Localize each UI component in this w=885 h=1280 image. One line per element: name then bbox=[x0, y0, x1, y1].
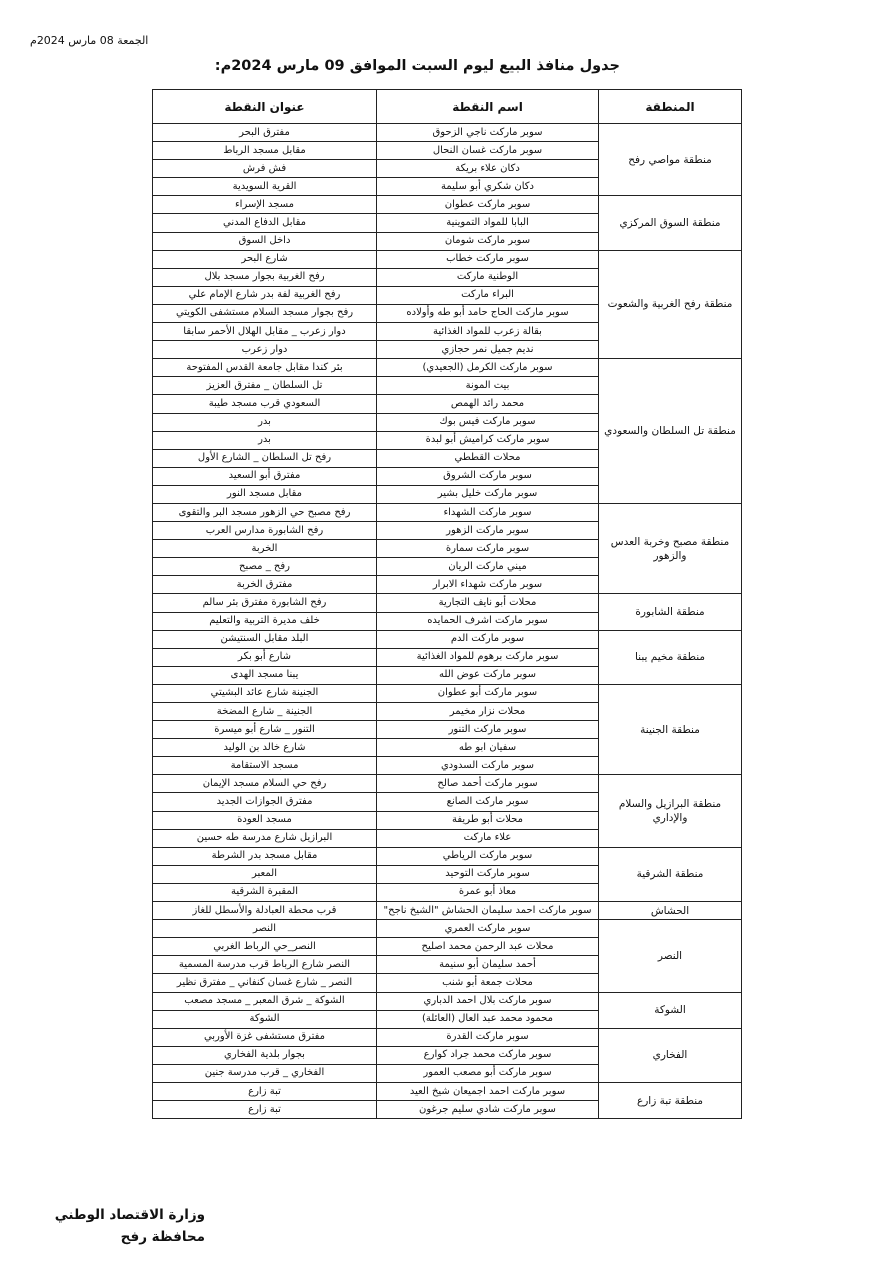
point-address-cell: التنور _ شارع أبو ميسرة bbox=[153, 721, 377, 739]
region-cell: الشوكة bbox=[599, 992, 742, 1028]
table-row bbox=[153, 594, 742, 612]
point-name-cell: أحمد سليمان أبو سنيمة bbox=[377, 956, 599, 974]
point-name-cell: سوبر ماركت شهداء الابرار bbox=[377, 576, 599, 594]
point-address-cell: خلف مديرة التربية والتعليم bbox=[153, 612, 377, 630]
point-address-cell: مفترق أبو السعيد bbox=[153, 467, 377, 485]
point-address-cell: رفح مصبح حي الزهور مسجد البر والتقوى bbox=[153, 503, 377, 521]
point-address-cell: يبنا مسجد الهدى bbox=[153, 666, 377, 684]
point-address-cell: الفخاري _ قرب مدرسة جنين bbox=[153, 1064, 377, 1082]
point-address-cell: مقابل مسجد النور bbox=[153, 485, 377, 503]
point-address-cell: رفح الغربية بجوار مسجد بلال bbox=[153, 268, 377, 286]
point-name-cell: سوبر ماركت احمد اجميعان شيخ العيد bbox=[377, 1082, 599, 1100]
point-name-cell: سوبر ماركت عوض الله bbox=[377, 666, 599, 684]
point-name-cell: بيت المونة bbox=[377, 377, 599, 395]
point-address-cell: دوار زعرب bbox=[153, 341, 377, 359]
point-address-cell: مقابل الدفاع المدني bbox=[153, 214, 377, 232]
point-name-cell: سوبر ماركت التوحيد bbox=[377, 865, 599, 883]
table-row bbox=[153, 902, 742, 920]
region-cell: منطقة مواصي رفح bbox=[599, 124, 742, 196]
table-row bbox=[153, 630, 742, 648]
table-row bbox=[153, 196, 742, 214]
point-address-cell: دوار زعرب _ مقابل الهلال الأحمر سابقا bbox=[153, 323, 377, 341]
point-address-cell: رفح بجوار مسجد السلام مستشفى الكويتي bbox=[153, 304, 377, 322]
region-cell: منطقة تبة زارع bbox=[599, 1082, 742, 1118]
point-name-cell: الوطنية ماركت bbox=[377, 268, 599, 286]
point-name-cell: سوبر ماركت العمري bbox=[377, 920, 599, 938]
page-title: جدول منافذ البيع ليوم السبت الموافق 09 مارس 2024م: bbox=[214, 58, 620, 74]
point-name-cell: سوبر ماركت القدرة bbox=[377, 1028, 599, 1046]
table-row bbox=[153, 359, 742, 377]
point-address-cell: القرية السويدية bbox=[153, 178, 377, 196]
region-cell: منطقة تل السلطان والسعودي bbox=[599, 359, 742, 504]
point-address-cell: الخربة bbox=[153, 540, 377, 558]
point-address-cell: بدر bbox=[153, 413, 377, 431]
point-address-cell: مسجد الإسراء bbox=[153, 196, 377, 214]
point-name-cell: محلات القططي bbox=[377, 449, 599, 467]
point-address-cell: تبة زارع bbox=[153, 1101, 377, 1119]
point-name-cell: سوبر ماركت الحاج حامد أبو طه وأولاده bbox=[377, 304, 599, 322]
point-address-cell: شارع أبو بكر bbox=[153, 648, 377, 666]
point-name-cell: علاء ماركت bbox=[377, 829, 599, 847]
point-address-cell: داخل السوق bbox=[153, 232, 377, 250]
table-row bbox=[153, 124, 742, 142]
point-address-cell: رفح الشابورة مدارس العرب bbox=[153, 522, 377, 540]
point-address-cell: رفح الغربية لفة بدر شارع الإمام علي bbox=[153, 286, 377, 304]
table-header-row bbox=[153, 90, 742, 124]
point-address-cell: شارع البحر bbox=[153, 250, 377, 268]
point-address-cell: تبة زارع bbox=[153, 1082, 377, 1100]
point-name-cell: سوبر ماركت سمارة bbox=[377, 540, 599, 558]
point-name-cell: محلات أبو طريفة bbox=[377, 811, 599, 829]
point-address-cell: البلد مقابل السنتيشن bbox=[153, 630, 377, 648]
table-row bbox=[153, 503, 742, 521]
table-row bbox=[153, 775, 742, 793]
point-address-cell: مقابل مسجد بدر الشرطة bbox=[153, 847, 377, 865]
point-name-cell: سوبر ماركت شومان bbox=[377, 232, 599, 250]
region-cell: منطقة السوق المركزي bbox=[599, 196, 742, 250]
point-address-cell: قرب محطة العبادلة والأسطل للغاز bbox=[153, 902, 377, 920]
point-name-cell: سوبر ماركت كراميش أبو لبدة bbox=[377, 431, 599, 449]
point-name-cell: سوبر ماركت الشروق bbox=[377, 467, 599, 485]
point-name-cell: بقالة زعرب للمواد الغذائية bbox=[377, 323, 599, 341]
point-address-cell: فش فرش bbox=[153, 160, 377, 178]
point-address-cell: تل السلطان _ مفترق العزيز bbox=[153, 377, 377, 395]
region-cell: منطقة الشرقية bbox=[599, 847, 742, 901]
region-cell: الفخاري bbox=[599, 1028, 742, 1082]
point-name-cell: سوبر ماركت احمد سليمان الحشاش "الشيخ ناجح" bbox=[377, 902, 599, 920]
point-address-cell: النصر _ شارع غسان كنفاني _ مفترق نظير bbox=[153, 974, 377, 992]
point-name-cell: سوبر ماركت برهوم للمواد الغذائية bbox=[377, 648, 599, 666]
point-name-cell: سوبر ماركت الدم bbox=[377, 630, 599, 648]
point-address-cell: الشوكة _ شرق المعبر _ مسجد مصعب bbox=[153, 992, 377, 1010]
point-name-cell: سوبر ماركت خطاب bbox=[377, 250, 599, 268]
table-row bbox=[153, 1028, 742, 1046]
table-row bbox=[153, 992, 742, 1010]
point-name-cell: سوبر ماركت خليل بشير bbox=[377, 485, 599, 503]
point-name-cell: دكان علاء بريكة bbox=[377, 160, 599, 178]
header-address: عنوان النقطة bbox=[153, 90, 377, 124]
point-address-cell: رفح الشابورة مفترق بئر سالم bbox=[153, 594, 377, 612]
point-name-cell: سوبر ماركت الكرمل (الجعيدي) bbox=[377, 359, 599, 377]
region-cell: النصر bbox=[599, 920, 742, 992]
point-address-cell: رفح تل السلطان _ الشارع الأول bbox=[153, 449, 377, 467]
point-name-cell: سوبر ماركت عطوان bbox=[377, 196, 599, 214]
governorate-name: محافظة رفح bbox=[120, 1229, 205, 1245]
header-name: اسم النقطة bbox=[377, 90, 599, 124]
point-name-cell: محلات عبد الرحمن محمد اصليح bbox=[377, 938, 599, 956]
region-cell: منطقة البرازيل والسلام والإداري bbox=[599, 775, 742, 847]
point-name-cell: سفيان ابو طه bbox=[377, 739, 599, 757]
point-name-cell: دكان شكري أبو سليمة bbox=[377, 178, 599, 196]
point-address-cell: مفترق البحر bbox=[153, 124, 377, 142]
point-address-cell: المقبرة الشرقية bbox=[153, 883, 377, 901]
point-name-cell: سوبر ماركت فيس بوك bbox=[377, 413, 599, 431]
table-row bbox=[153, 250, 742, 268]
point-name-cell: سوبر ماركت الرياطي bbox=[377, 847, 599, 865]
point-address-cell: مقابل مسجد الرباط bbox=[153, 142, 377, 160]
point-name-cell: محمد رائد الهمص bbox=[377, 395, 599, 413]
point-address-cell: مفترق الجوازات الجديد bbox=[153, 793, 377, 811]
region-cell: منطقة رفح الغربية والشعوت bbox=[599, 250, 742, 359]
point-name-cell: سوبر ماركت محمد جراد كوارع bbox=[377, 1046, 599, 1064]
point-name-cell: سوبر ماركت السدودي bbox=[377, 757, 599, 775]
point-address-cell: النصر bbox=[153, 920, 377, 938]
point-address-cell: رفح _ مصبح bbox=[153, 558, 377, 576]
point-address-cell: بئر كندا مقابل جامعة القدس المفتوحة bbox=[153, 359, 377, 377]
point-address-cell: مفترق مستشفى غزة الأوربي bbox=[153, 1028, 377, 1046]
point-address-cell: شارع خالد بن الوليد bbox=[153, 739, 377, 757]
point-address-cell: البرازيل شارع مدرسة طه حسين bbox=[153, 829, 377, 847]
point-address-cell: الجنينة _ شارع المضخة bbox=[153, 703, 377, 721]
point-address-cell: النصر_حي الرباط الغربي bbox=[153, 938, 377, 956]
point-name-cell: سوبر ماركت أبو مصعب العمور bbox=[377, 1064, 599, 1082]
sales-points-table bbox=[152, 89, 742, 1119]
point-name-cell: سوبر ماركت الشهداء bbox=[377, 503, 599, 521]
point-address-cell: بدر bbox=[153, 431, 377, 449]
date-line: الجمعة 08 مارس 2024م bbox=[30, 34, 149, 47]
point-name-cell: سوبر ماركت أحمد صالح bbox=[377, 775, 599, 793]
point-name-cell: البابا للمواد التموينية bbox=[377, 214, 599, 232]
point-address-cell: الشوكة bbox=[153, 1010, 377, 1028]
table-row bbox=[153, 920, 742, 938]
point-name-cell: محلات نزار مخيمر bbox=[377, 703, 599, 721]
table-row bbox=[153, 847, 742, 865]
point-name-cell: سوبر ماركت ناجي الزحوق bbox=[377, 124, 599, 142]
table-row bbox=[153, 684, 742, 702]
ministry-name: وزارة الاقتصاد الوطني bbox=[54, 1207, 205, 1223]
point-name-cell: نديم جميل نمر حجازي bbox=[377, 341, 599, 359]
point-address-cell: النصر شارع الرباط قرب مدرسة المسمية bbox=[153, 956, 377, 974]
point-address-cell: المعبر bbox=[153, 865, 377, 883]
point-address-cell: رفح حي السلام مسجد الإيمان bbox=[153, 775, 377, 793]
region-cell: الحشاش bbox=[599, 902, 742, 920]
point-address-cell: الجنينة شارع عائد البشيتي bbox=[153, 684, 377, 702]
point-name-cell: البراء ماركت bbox=[377, 286, 599, 304]
region-cell: منطقة مصبح وخربة العدس والزهور bbox=[599, 503, 742, 593]
point-name-cell: سوبر ماركت اشرف الحمايده bbox=[377, 612, 599, 630]
point-name-cell: سوبر ماركت أبو عطوان bbox=[377, 684, 599, 702]
point-name-cell: سوبر ماركت شادي سليم جرغون bbox=[377, 1101, 599, 1119]
point-name-cell: محمود محمد عبد العال (العائلة) bbox=[377, 1010, 599, 1028]
point-name-cell: سوبر ماركت بلال احمد الدباري bbox=[377, 992, 599, 1010]
table-row bbox=[153, 1082, 742, 1100]
point-name-cell: محلات جمعة أبو شنب bbox=[377, 974, 599, 992]
point-name-cell: سوبر ماركت التنور bbox=[377, 721, 599, 739]
point-name-cell: سوبر ماركت غسان النحال bbox=[377, 142, 599, 160]
region-cell: منطقة مخيم يبنا bbox=[599, 630, 742, 684]
region-cell: منطقة الشابورة bbox=[599, 594, 742, 630]
footer bbox=[45, 1204, 205, 1248]
point-name-cell: ميني ماركت الريان bbox=[377, 558, 599, 576]
point-address-cell: السعودي قرب مسجد طيبة bbox=[153, 395, 377, 413]
table-body bbox=[153, 124, 742, 1119]
header-region: المنطقة bbox=[599, 90, 742, 124]
point-address-cell: مسجد الاستقامة bbox=[153, 757, 377, 775]
point-name-cell: معاذ أبو عمرة bbox=[377, 883, 599, 901]
point-name-cell: سوبر ماركت الزهور bbox=[377, 522, 599, 540]
point-address-cell: بجوار بلدية الفخاري bbox=[153, 1046, 377, 1064]
point-name-cell: سوبر ماركت الصانع bbox=[377, 793, 599, 811]
point-address-cell: مفترق الخربة bbox=[153, 576, 377, 594]
point-address-cell: مسجد العودة bbox=[153, 811, 377, 829]
point-name-cell: محلات أبو نايف التجارية bbox=[377, 594, 599, 612]
region-cell: منطقة الجنينة bbox=[599, 684, 742, 774]
